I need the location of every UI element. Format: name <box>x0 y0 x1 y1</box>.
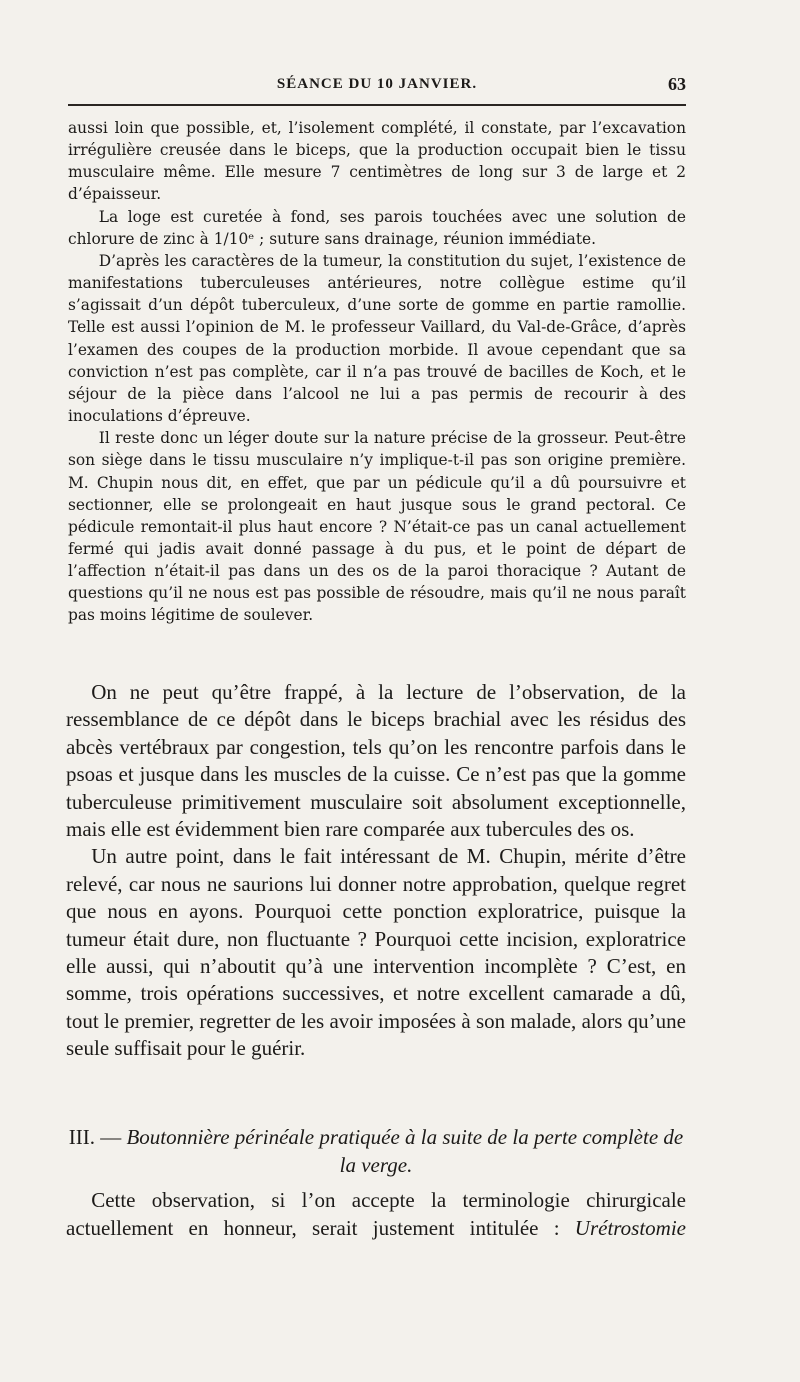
paragraph-text: Cette observation, si l’on accepte la terminologie chirurgicale actuellement en honneur, serait justement intitulée : <box>66 1188 686 1240</box>
paragraph: La loge est curetée à fond, ses parois touchées avec une solution de chlorure de zinc à 1/10ᵉ ; suture sans drainage, réunion immédiate. <box>68 207 686 248</box>
paragraph: Un autre point, dans le fait intéressant de M. Chupin, mérite d’être relevé, car nous ne saurions lui donner notre approbation, quelque regret que nous en ayons. Pourquoi cette ponction exploratrice, puisque la tumeur était dure, non fluctuante ? Pourquoi cette incision, exploratrice elle aussi, qui n’aboutit qu’à une intervention incomplète ? C’est, en somme, trois opérations successives, et notre excellent camarade a dû, tout le premier, regretter de les avoir imposées à son malade, alors qu’une seule suffisait pour le guérir. <box>66 844 686 1061</box>
paragraph: D’après les caractères de la tumeur, la constitution du sujet, l’existence de manifestations tuberculeuses antérieures, notre collègue estime qu’il s’agissait d’un dépôt tuberculeux, d’une sorte de gomme en partie ramollie. Telle est aussi l’opinion de M. le professeur Vaillard, du Val-de-Grâce, d’après l’examen des coupes de la production morbide. Il avoue cependant que sa conviction n’est pas complète, car il n’a pas trouvé de bacilles de Koch, et le séjour de la pièce dans l’alcool ne lui a pas permis de recourir à des inoculations d’épreuve. <box>68 251 686 426</box>
paragraph: On ne peut qu’être frappé, à la lecture de l’observation, de la ressemblance de ce dépôt dans le biceps brachial avec les résidus des abcès vertébraux par congestion, tels qu’on les rencontre parfois dans le psoas et jusque dans les muscles de la cuisse. Ce n’est pas que la gomme tuberculeuse primitivement musculaire soit absolument exceptionnelle, mais elle est évidemment bien rare comparée aux tubercules des os. <box>66 680 686 842</box>
section-heading <box>66 1123 686 1179</box>
italic-term: Urétrostomie <box>574 1216 686 1240</box>
closing-paragraph <box>66 1186 686 1242</box>
header-rule <box>68 104 686 106</box>
commentary-block <box>66 679 686 1063</box>
section-title: Boutonnière périnéale pratiquée à la suite de la perte complète de la verge. <box>126 1125 684 1177</box>
paragraph <box>66 1186 686 1242</box>
running-header <box>68 74 686 98</box>
running-title: SÉANCE DU 10 JANVIER. <box>276 76 478 92</box>
small-print-block <box>68 117 686 627</box>
page-number: 63 <box>668 74 686 94</box>
paragraph: aussi loin que possible, et, l’isolement complété, il constate, par l’excavation irrégulière creusée dans le biceps, que la production occupait bien le tissu musculaire même. Elle mesure 7 centimètres de long sur 3 de large et 2 d’épaisseur. <box>68 119 686 204</box>
section-number: III. — <box>68 1125 122 1149</box>
paragraph: Il reste donc un léger doute sur la nature précise de la grosseur. Peut-être son siège dans le tissu musculaire n’y implique-t-il pas son origine première. M. Chupin nous dit, en effet, que par un pédicule qu’il a dû poursuivre et sectionner, elle se prolongeait en haut jusque sous le grand pectoral. Ce pédicule remontait-il plus haut encore ? N’était-ce pas un canal actuellement fermé qui jadis avait donné passage à du pus, et le point de départ de l’affection n’était-il pas dans un des os de la paroi thoracique ? Autant de questions qu’il ne nous est pas possible de résoudre, mais qu’il ne nous paraît pas moins légitime de soulever. <box>68 429 686 625</box>
